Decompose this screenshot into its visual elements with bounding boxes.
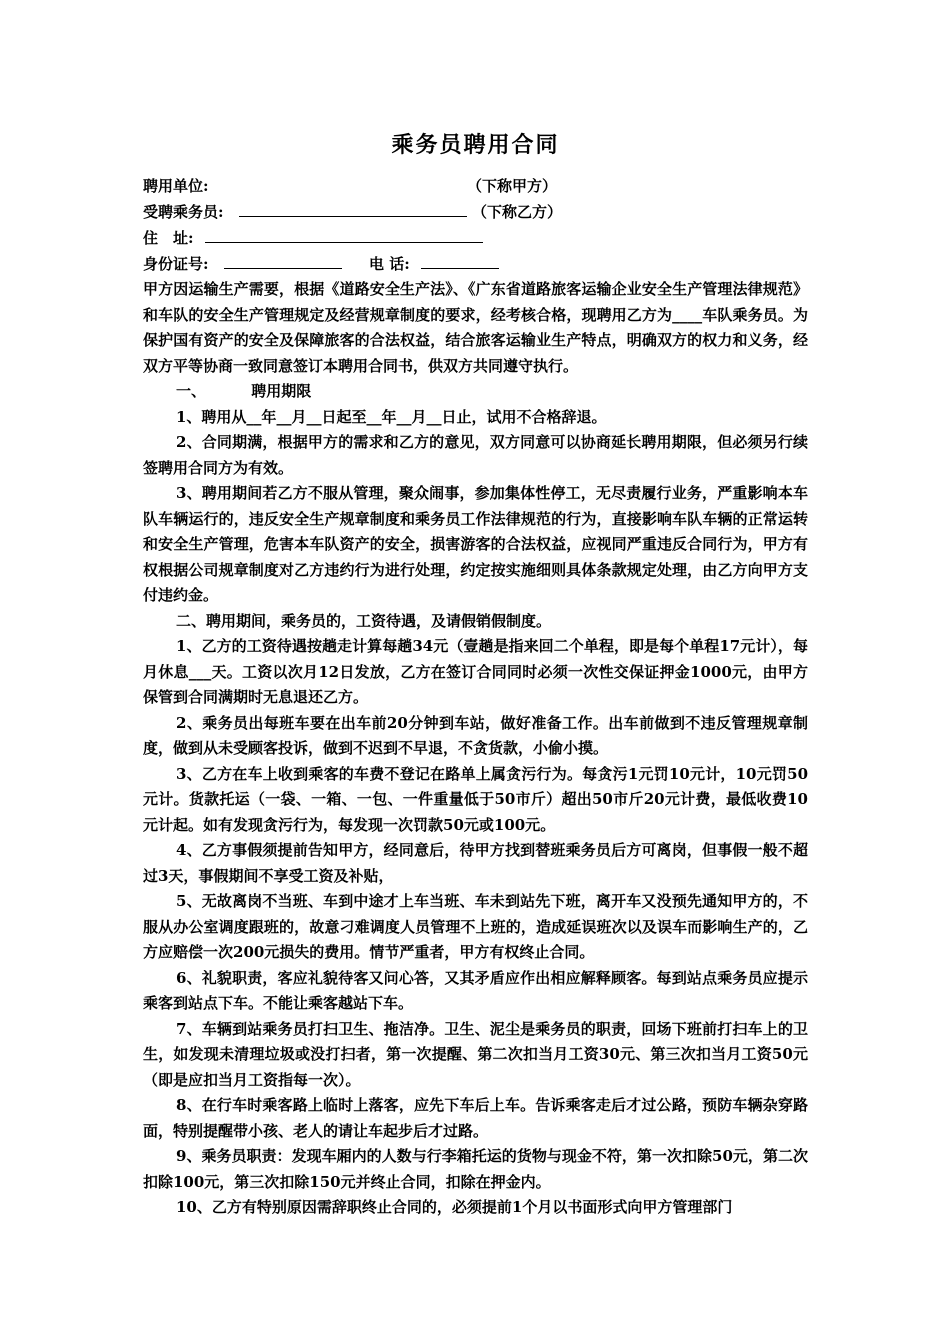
section-1-item: 1、聘用从__年__月__日起至__年__月__日止，试用不合格辞退。 <box>176 407 607 426</box>
id-blank <box>224 251 342 269</box>
employer-label: 聘用单位: <box>143 177 209 195</box>
section-2-item: 8、在行车时乘客路上临时上落客，应先下车后上车。告诉乘客走后才过公路，预防车辆杂穿路面，特别提醒带小孩、老人的请让车起步后才过路。 <box>143 1096 808 1140</box>
id-label: 身份证号: <box>143 255 209 273</box>
section-2-item: 3、乙方在车上收到乘客的车费不登记在路单上属贪污行为。每贪污1元罚10元计，10元罚50元计。货款托运（一袋、一箱、一包、一件重量低于50市斤）超出50市斤20元计费，最低收费10元计起。如有发现贪污行为，每发现一次罚款50元或100元。 <box>143 764 808 834</box>
section-1-heading <box>143 379 808 405</box>
id-phone-line <box>143 251 808 277</box>
section-2-item: 9、乘务员职责：发现车厢内的人数与行李箱托运的货物与现金不符，第一次扣除50元，第二次扣除100元，第三次扣除150元并终止合同，扣除在押金内。 <box>143 1147 808 1191</box>
address-blank <box>205 225 483 243</box>
employee-suffix: （下称乙方） <box>472 203 563 221</box>
section-2-item: 6、礼貌职责，客应礼貌待客又问心答，又其矛盾应作出相应解释顾客。每到站点乘务员应提示乘客到站点下车。不能让乘客越站下车。 <box>143 968 808 1012</box>
section-2-item: 5、无故离岗不当班、车到中途才上车当班、车未到站先下班，离开车又没预先通知甲方的，不服从办公室调度跟班的，故意刁难调度人员管理不上班的，造成延误班次以及误车而影响生产的，乙方应赔偿一次200元损失的费用。情节严重者，甲方有权终止合同。 <box>143 892 808 961</box>
section-2-item: 7、车辆到站乘务员打扫卫生、拖洁净。卫生、泥尘是乘务员的职责，回场下班前打扫车上的卫生，如发现未清理垃圾或没打扫者，第一次提醒、第二次扣当月工资30元、第三次扣当月工资50元（即是应扣当月工资指每一次）。 <box>143 1019 808 1089</box>
employee-label: 受聘乘务员: <box>143 203 224 221</box>
document-title: 乘务员聘用合同 <box>391 132 560 158</box>
phone-blank <box>421 251 499 269</box>
section-2-item: 1、乙方的工资待遇按趟走计算每趟34元（壹趟是指来回二个单程，即是每个单程17元计），每月休息___天。工资以次月12日发放，乙方在签订合同同时必须一次性交保证押金1000元，由甲方保管到合同满期时无息退还乙方。 <box>143 637 808 706</box>
phone-label: 电 话: <box>369 255 410 273</box>
address-label: 住 址: <box>143 229 194 247</box>
contract-page <box>143 128 808 1221</box>
address-line <box>143 225 808 251</box>
employer-suffix: （下称甲方） <box>467 177 558 195</box>
employer-line <box>143 174 808 199</box>
section-2-item: 2、乘务员出每班车要在出车前20分钟到车站，做好准备工作。出车前做到不违反管理规章制度，做到从未受顾客投诉，做到不迟到不早退，不贪货款，小偷小摸。 <box>143 713 808 757</box>
employee-blank <box>239 199 467 217</box>
section-1-title: 聘用期限 <box>251 382 312 400</box>
section-1-item: 3、聘用期间若乙方不服从管理，聚众闹事，参加集体性停工，无尽责履行业务，严重影响本车队车辆运行的，违反安全生产规章制度和乘务员工作法律规范的行为，直接影响车队车辆的正常运转和安全生产管理，危害本车队资产的安全，损害游客的合法权益，应视同严重违反合同行为，甲方有权根据公司规章制度对乙方违约行为进行处理，约定按实施细则具体条款规定处理，由乙方向甲方支付违约金。 <box>143 484 808 604</box>
intro-paragraph: 甲方因运输生产需要，根据《道路安全生产法》、《广东省道路旅客运输企业安全生产管理法律规范》和车队的安全生产管理规定及经营规章制度的要求，经考核合格，现聘用乙方为____车队乘务员。为保护国有资产的安全及保障旅客的合法权益，结合旅客运输业生产特点，明确双方的权力和义务，经双方平等协商一致同意签订本聘用合同书，供双方共同遵守执行。 <box>143 280 808 375</box>
section-1-number: 一、 <box>176 382 207 400</box>
employee-line <box>143 199 808 225</box>
section-2-item: 10、乙方有特别原因需辞职终止合同的，必须提前1个月以书面形式向甲方管理部门 <box>176 1198 733 1216</box>
section-1-item: 2、合同期满，根据甲方的需求和乙方的意见，双方同意可以协商延长聘用期限，但必须另行续签聘用合同方为有效。 <box>143 433 808 477</box>
section-2-heading: 二、聘用期间，乘务员的，工资待遇，及请假销假制度。 <box>176 611 552 630</box>
section-2-item: 4、乙方事假须提前告知甲方，经同意后，待甲方找到替班乘务员后方可离岗，但事假一般不超过3天，事假期间不享受工资及补贴， <box>143 841 808 885</box>
